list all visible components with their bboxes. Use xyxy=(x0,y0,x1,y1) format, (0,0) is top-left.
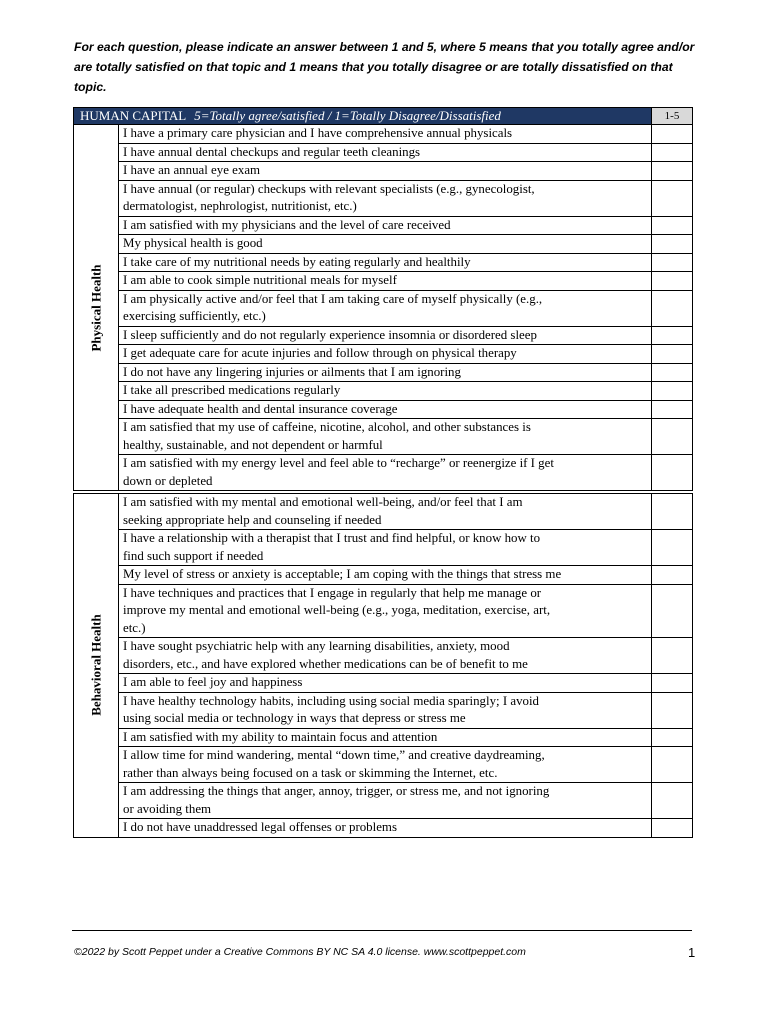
header-title-cell xyxy=(74,108,652,125)
question-text-line: I take all prescribed medications regularly xyxy=(123,383,341,397)
question-text-cell xyxy=(119,783,652,819)
question-row xyxy=(74,272,693,291)
question-text-cell xyxy=(119,530,652,566)
question-text-line: exercising sufficiently, etc.) xyxy=(123,309,266,323)
question-text-cell xyxy=(119,566,652,585)
question-text-cell xyxy=(119,253,652,272)
footer-divider xyxy=(72,930,692,931)
question-text-line: I do not have any lingering injuries or ailments that I am ignoring xyxy=(123,364,461,379)
answer-cell[interactable] xyxy=(652,363,693,382)
answer-cell[interactable] xyxy=(652,530,693,566)
question-text-cell xyxy=(119,584,652,638)
table-header-row xyxy=(74,108,693,125)
question-text-cell xyxy=(119,180,652,216)
question-text-line: I am satisfied with my ability to maintain focus and attention xyxy=(123,729,438,744)
question-text-line: I am satisfied that my use of caffeine, nicotine, alcohol, and other substances is xyxy=(123,420,531,434)
question-row xyxy=(74,494,693,530)
answer-cell[interactable] xyxy=(652,566,693,585)
answer-cell[interactable] xyxy=(652,235,693,254)
header-title: HUMAN CAPITAL xyxy=(80,108,187,123)
question-row xyxy=(74,143,693,162)
question-row xyxy=(74,400,693,419)
question-text-cell xyxy=(119,143,652,162)
question-text-line: I allow time for mind wandering, mental “down time,” and creative daydreaming, xyxy=(123,748,545,762)
question-text-line: I am satisfied with my physicians and the level of care received xyxy=(123,217,451,232)
question-text-line: I am satisfied with my energy level and feel able to “recharge” or reenergize if I get xyxy=(123,456,554,470)
question-text-line: I have annual (or regular) checkups with relevant specialists (e.g., gynecologist, xyxy=(123,181,535,196)
question-text-line: find such support if needed xyxy=(123,548,264,563)
question-text-cell xyxy=(119,363,652,382)
answer-cell[interactable] xyxy=(652,382,693,401)
question-text-line: I have a relationship with a therapist that I trust and find helpful, or know how to xyxy=(123,531,541,545)
question-text-line: down or depleted xyxy=(123,473,213,488)
question-text-cell xyxy=(119,326,652,345)
question-row xyxy=(74,674,693,693)
question-row xyxy=(74,584,693,638)
answer-cell[interactable] xyxy=(652,180,693,216)
footer-license: ©2022 by Scott Peppet under a Creative Commons BY NC SA 4.0 license. www.scottpeppet.com xyxy=(74,946,526,958)
answer-cell[interactable] xyxy=(652,162,693,181)
question-text-line: I have adequate health and dental insurance coverage xyxy=(123,401,398,416)
question-row xyxy=(74,728,693,747)
page-number: 1 xyxy=(688,945,696,960)
question-text-line: I am physically active and/or feel that I am taking care of myself physically (e.g., xyxy=(123,291,543,306)
answer-cell[interactable] xyxy=(652,143,693,162)
answer-cell[interactable] xyxy=(652,326,693,345)
question-text-cell xyxy=(119,728,652,747)
physical-health-section-label-cell xyxy=(74,125,119,491)
question-text-line: I have sought psychiatric help with any learning disabilities, anxiety, mood xyxy=(123,639,510,653)
question-text-line: using social media or technology in ways that depress or stress me xyxy=(123,711,466,725)
question-text-cell xyxy=(119,819,652,838)
answer-cell[interactable] xyxy=(652,216,693,235)
question-text-line: I have healthy technology habits, including using social media sparingly; I avoid xyxy=(123,693,539,708)
question-text-line: improve my mental and emotional well-being (e.g., yoga, meditation, exercise, art, xyxy=(123,603,551,617)
question-text-line: healthy, sustainable, and not dependent or harmful xyxy=(123,437,383,452)
question-row xyxy=(74,566,693,585)
question-text-cell xyxy=(119,216,652,235)
question-text-cell xyxy=(119,272,652,291)
question-text-cell xyxy=(119,747,652,783)
question-row xyxy=(74,692,693,728)
question-text-cell xyxy=(119,345,652,364)
question-text-line: I have a primary care physician and I have comprehensive annual physicals xyxy=(123,126,513,140)
question-text-line: I have techniques and practices that I engage in regularly that help me manage or xyxy=(123,585,542,600)
question-row xyxy=(74,326,693,345)
question-text-line: I have annual dental checkups and regular teeth cleanings xyxy=(123,144,421,159)
question-text-cell xyxy=(119,162,652,181)
question-row xyxy=(74,216,693,235)
question-row xyxy=(74,363,693,382)
question-text-line: I do not have unaddressed legal offenses or problems xyxy=(123,820,397,834)
physical-health-table xyxy=(73,107,693,491)
question-text-line: I am able to feel joy and happiness xyxy=(123,675,303,689)
answer-cell[interactable] xyxy=(652,584,693,638)
question-text-line: My level of stress or anxiety is acceptable; I am coping with the things that stress me xyxy=(123,567,562,581)
question-text-line: I am addressing the things that anger, annoy, trigger, or stress me, and not ignoring xyxy=(123,784,550,798)
question-text-cell xyxy=(119,692,652,728)
question-text-line: I have an annual eye exam xyxy=(123,163,261,177)
answer-cell[interactable] xyxy=(652,400,693,419)
behavioral-health-section-label-cell xyxy=(74,494,119,838)
question-text-line: I get adequate care for acute injuries and follow through on physical therapy xyxy=(123,346,517,360)
answer-cell[interactable] xyxy=(652,692,693,728)
behavioral-health-section-label: Behavioral Health xyxy=(88,614,104,716)
question-row xyxy=(74,162,693,181)
header-scale: 5=Totally agree/satisfied / 1=Totally Disagree/Dissatisfied xyxy=(194,108,501,123)
header-range: 1-5 xyxy=(652,108,693,125)
question-text-line: I sleep sufficiently and do not regularly experience insomnia or disordered sleep xyxy=(123,327,537,342)
answer-cell[interactable] xyxy=(652,819,693,838)
answer-cell[interactable] xyxy=(652,494,693,530)
question-text-line: rather than always being focused on a task or skimming the Internet, etc. xyxy=(123,765,498,780)
answer-cell[interactable] xyxy=(652,638,693,674)
answer-cell[interactable] xyxy=(652,125,693,144)
answer-cell[interactable] xyxy=(652,674,693,693)
answer-cell[interactable] xyxy=(652,783,693,819)
question-row xyxy=(74,455,693,491)
behavioral-health-table xyxy=(73,493,693,838)
physical-health-section-label: Physical Health xyxy=(88,263,104,352)
question-text-line: etc.) xyxy=(123,620,146,635)
question-text-line: I am satisfied with my mental and emotional well-being, and/or feel that I am xyxy=(123,495,523,509)
question-row xyxy=(74,125,693,144)
question-row xyxy=(74,382,693,401)
question-row xyxy=(74,290,693,326)
question-text-line: I am able to cook simple nutritional meals for myself xyxy=(123,273,397,287)
answer-cell[interactable] xyxy=(652,728,693,747)
question-text-line: disorders, etc., and have explored whether medications can be of benefit to me xyxy=(123,656,528,671)
question-text-cell xyxy=(119,494,652,530)
question-row xyxy=(74,530,693,566)
question-text-cell xyxy=(119,382,652,401)
answer-cell[interactable] xyxy=(652,272,693,291)
question-row xyxy=(74,419,693,455)
answer-cell[interactable] xyxy=(652,290,693,326)
question-row xyxy=(74,747,693,783)
question-row xyxy=(74,235,693,254)
question-text-cell xyxy=(119,455,652,491)
question-row xyxy=(74,783,693,819)
answer-cell[interactable] xyxy=(652,419,693,455)
question-row xyxy=(74,180,693,216)
question-text-cell xyxy=(119,290,652,326)
question-text-line: I take care of my nutritional needs by eating regularly and healthily xyxy=(123,254,471,269)
question-text-line: or avoiding them xyxy=(123,801,212,816)
instructions-text: For each question, please indicate an answer between 1 and 5, where 5 means that you totally agree and/or are totally satisfied on that topic and 1 means that you totally disagree or are totally dissatisfied on that topic. xyxy=(74,40,695,94)
question-row xyxy=(74,819,693,838)
question-row xyxy=(74,253,693,272)
question-row xyxy=(74,638,693,674)
question-text-cell xyxy=(119,674,652,693)
question-text-cell xyxy=(119,419,652,455)
question-text-line: My physical health is good xyxy=(123,236,263,250)
answer-cell[interactable] xyxy=(652,345,693,364)
question-text-cell xyxy=(119,125,652,144)
question-text-line: seeking appropriate help and counseling if needed xyxy=(123,512,382,527)
answer-cell[interactable] xyxy=(652,747,693,783)
question-text-cell xyxy=(119,638,652,674)
answer-cell[interactable] xyxy=(652,253,693,272)
question-row xyxy=(74,345,693,364)
question-text-cell xyxy=(119,235,652,254)
question-text-cell xyxy=(119,400,652,419)
question-text-line: dermatologist, nephrologist, nutritionist, etc.) xyxy=(123,199,357,213)
answer-cell[interactable] xyxy=(652,455,693,491)
